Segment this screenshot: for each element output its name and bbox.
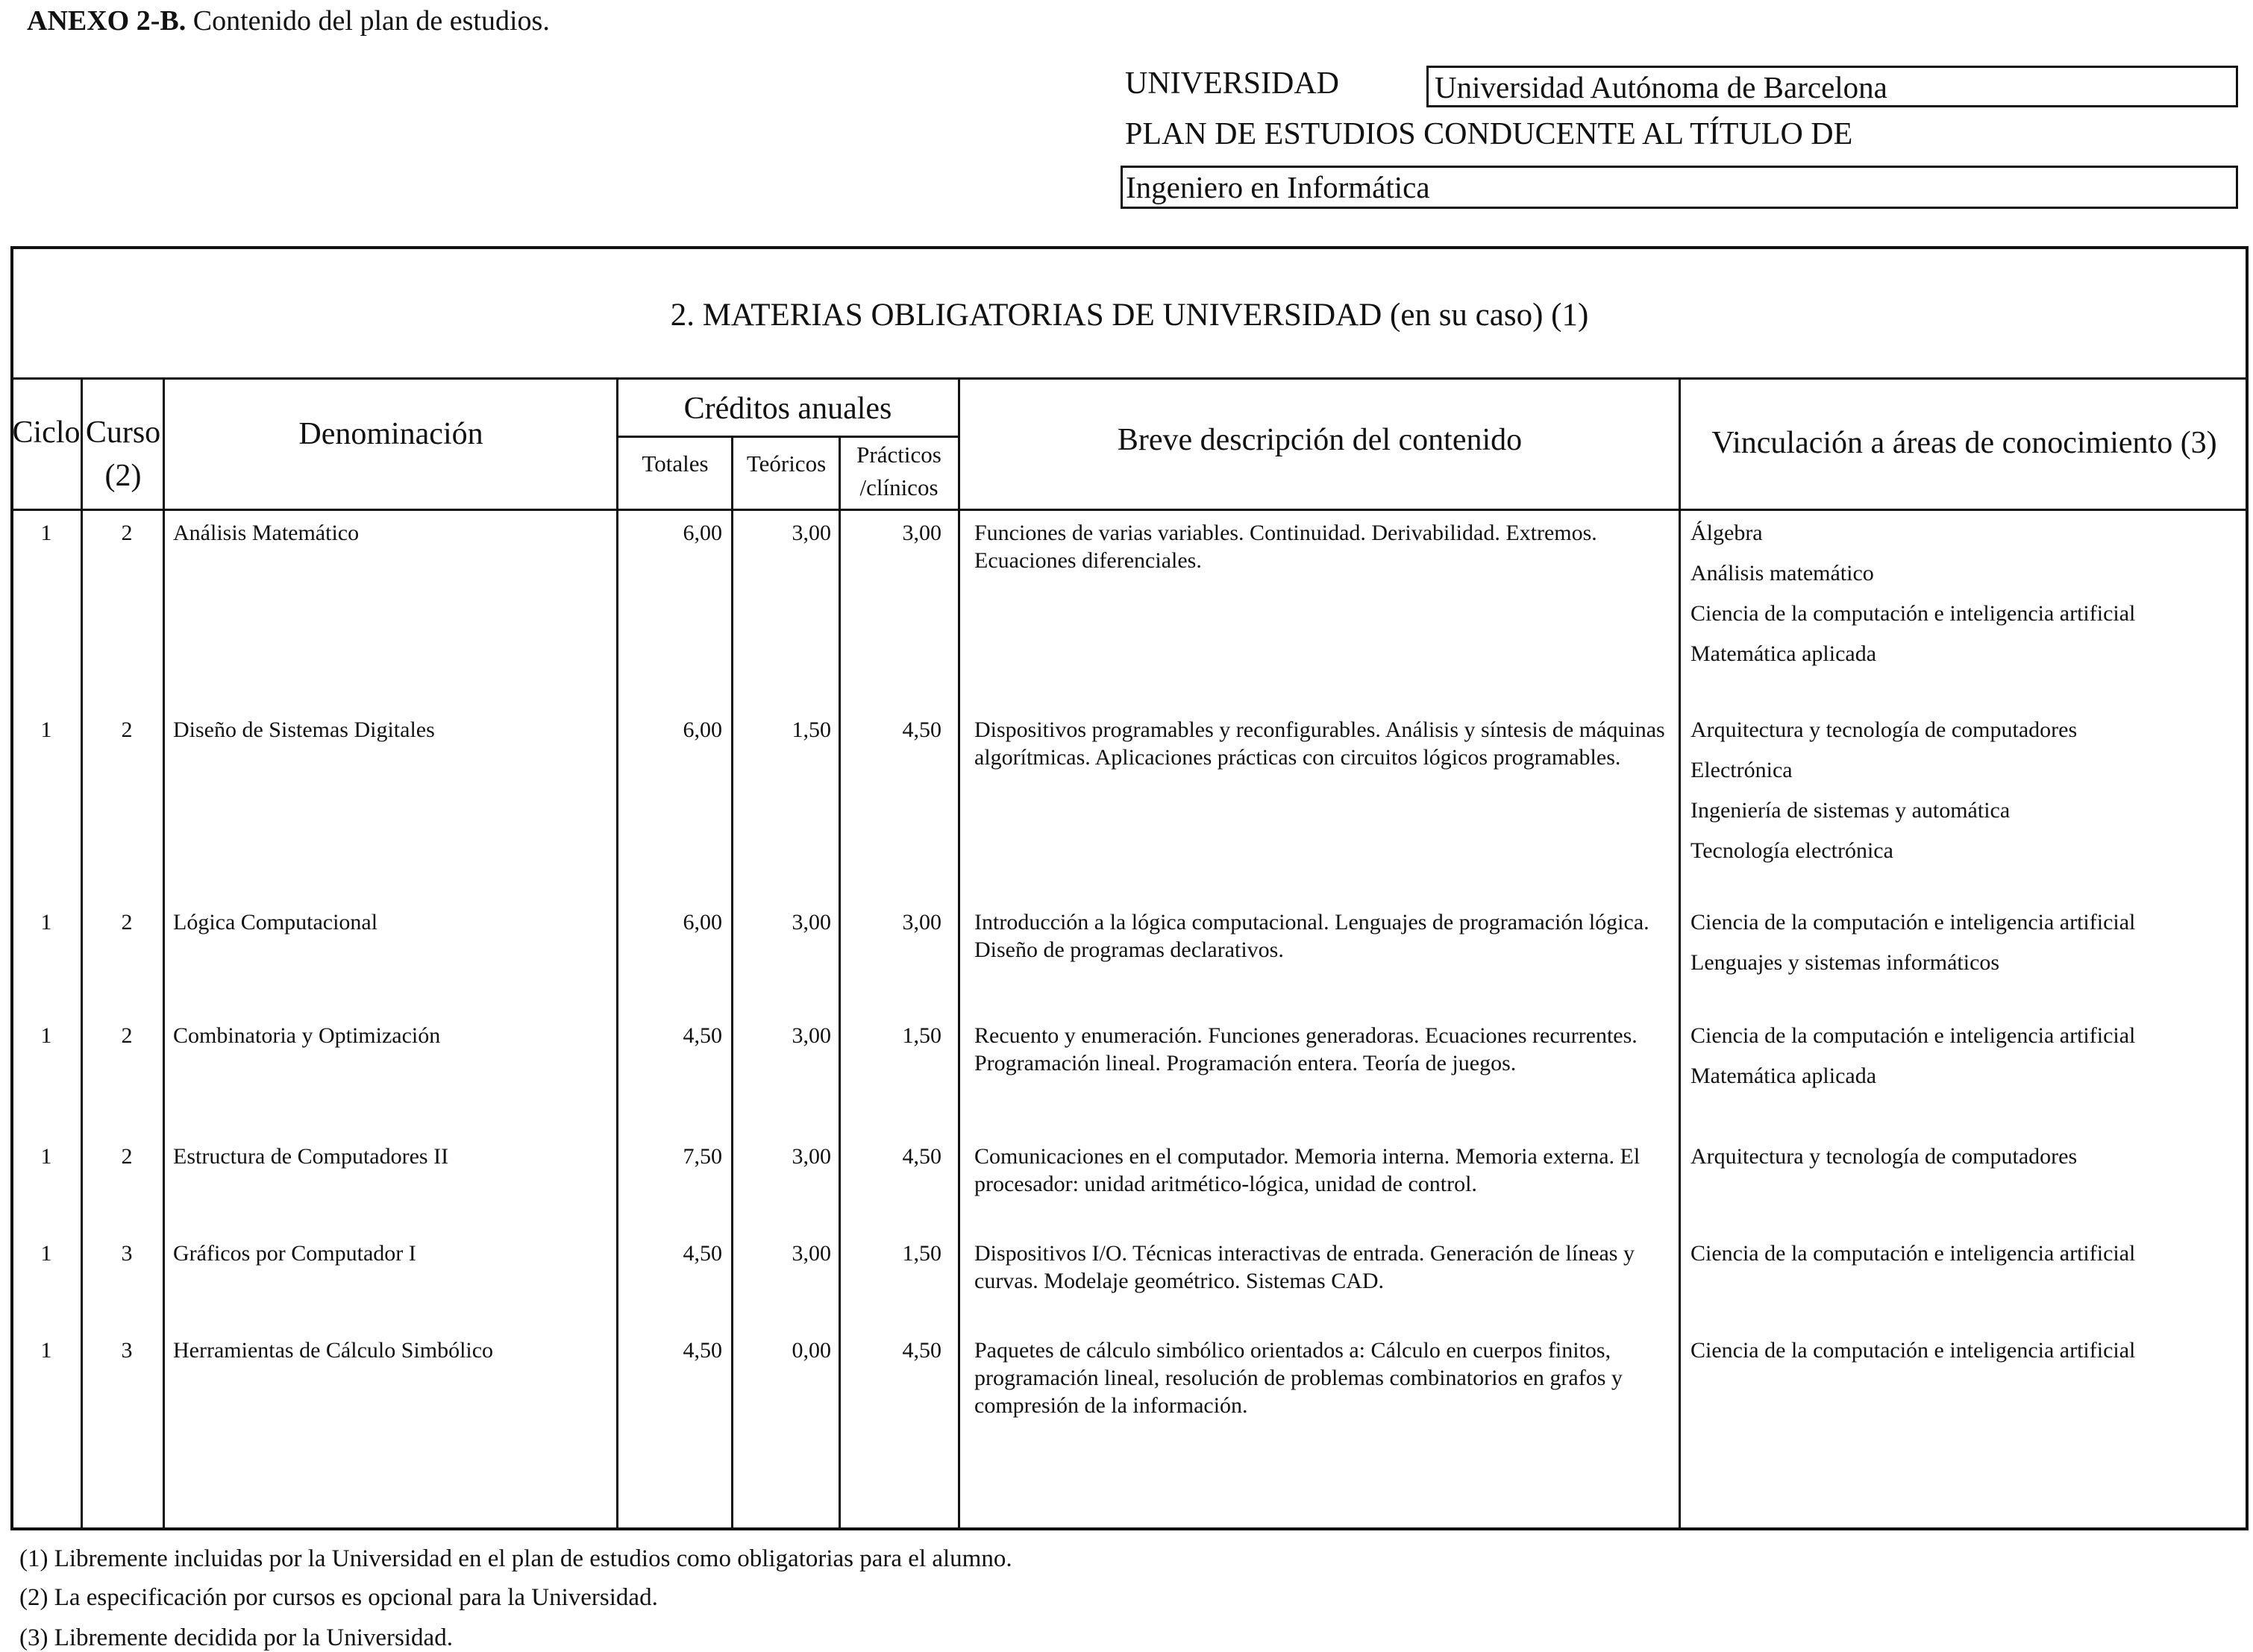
- cell-ciclo: 1: [40, 717, 52, 742]
- area-item: Matemática aplicada: [1690, 1064, 1877, 1088]
- cell-areas: [1690, 1331, 2243, 1371]
- footnote-3: (3) Libremente decidida por la Universidad.: [19, 1624, 453, 1651]
- cell-denominacion: Herramientas de Cálculo Simbólico: [173, 1338, 494, 1363]
- cell-denominacion: Análisis Matemático: [173, 521, 360, 545]
- col-denominacion: Denominación: [298, 417, 483, 451]
- area-item: Análisis matemático: [1690, 561, 1874, 585]
- cell-denominacion: Estructura de Computadores II: [173, 1144, 449, 1169]
- cell-totales: 4,50: [683, 1241, 722, 1266]
- footnote-2: (2) La especificación por cursos es opcional para la Universidad.: [19, 1584, 658, 1611]
- cell-totales: 6,00: [683, 910, 722, 935]
- cell-totales: 6,00: [683, 717, 722, 742]
- cell-ciclo: 1: [40, 1023, 52, 1048]
- divider: [10, 509, 2249, 511]
- cell-teoricos: 3,00: [792, 521, 831, 545]
- cell-denominacion: Combinatoria y Optimización: [173, 1023, 441, 1048]
- cell-curso: 2: [121, 717, 133, 742]
- col-curso: Curso: [85, 415, 161, 450]
- area-item: Ciencia de la computación e inteligencia artificial: [1690, 1241, 2136, 1266]
- cell-curso: 2: [121, 521, 133, 545]
- university-label: UNIVERSIDAD: [1125, 66, 1339, 101]
- cell-ciclo: 1: [40, 1338, 52, 1363]
- col-creditos: Créditos anuales: [683, 392, 892, 426]
- cell-practicos: 4,50: [902, 717, 941, 742]
- col-descripcion: Breve descripción del contenido: [1117, 423, 1523, 457]
- university-field: Universidad Autónoma de Barcelona: [1426, 66, 2238, 107]
- divider: [958, 377, 960, 1530]
- area-item: Ingeniería de sistemas y automática: [1690, 798, 2011, 823]
- cell-areas: [1690, 513, 2243, 674]
- area-item: Electrónica: [1690, 758, 1793, 782]
- cell-teoricos: 1,50: [792, 717, 831, 742]
- cell-teoricos: 3,00: [792, 1023, 831, 1048]
- cell-denominacion: Gráficos por Computador I: [173, 1241, 416, 1266]
- cell-practicos: 3,00: [902, 521, 941, 545]
- cell-descripcion: Comunicaciones en el computador. Memoria interna. Memoria externa. El procesador: unidad aritmético-lógica, unidad de control.: [974, 1144, 1641, 1196]
- cell-teoricos: 0,00: [792, 1338, 831, 1363]
- footnote-1: (1) Libremente incluidas por la Universidad en el plan de estudios como obligatorias para el alumno.: [19, 1545, 1012, 1572]
- cell-practicos: 4,50: [902, 1144, 941, 1169]
- divider: [10, 377, 2249, 380]
- cell-ciclo: 1: [40, 521, 52, 545]
- section-title: 2. MATERIAS OBLIGATORIAS DE UNIVERSIDAD (en su caso) (1): [670, 298, 1589, 333]
- area-item: Ciencia de la computación e inteligencia artificial: [1690, 1023, 2136, 1048]
- area-item: Matemática aplicada: [1690, 641, 1877, 666]
- cell-totales: 4,50: [683, 1023, 722, 1048]
- divider: [616, 436, 958, 438]
- cell-curso: 2: [121, 1023, 133, 1048]
- cell-teoricos: 3,00: [792, 1241, 831, 1266]
- cell-areas: [1690, 1016, 2243, 1096]
- cell-teoricos: 3,00: [792, 1144, 831, 1169]
- col-ciclo: Ciclo: [12, 415, 81, 450]
- area-item: Álgebra: [1690, 521, 1763, 545]
- cell-practicos: 4,50: [902, 1338, 941, 1363]
- cell-totales: 4,50: [683, 1338, 722, 1363]
- area-item: Ciencia de la computación e inteligencia artificial: [1690, 1338, 2136, 1363]
- cell-descripcion: Paquetes de cálculo simbólico orientados a: Cálculo en cuerpos finitos, programación lineal, resolución de problemas combinatorios en grafos y compresión de la información.: [974, 1338, 1623, 1418]
- cell-practicos: 1,50: [902, 1023, 941, 1048]
- cell-teoricos: 3,00: [792, 910, 831, 935]
- cell-curso: 2: [121, 910, 133, 935]
- annex-number: ANEXO 2-B.: [27, 5, 187, 37]
- col-clinicos: /clínicos: [859, 474, 939, 500]
- cell-areas: [1690, 1234, 2243, 1274]
- cell-curso: 3: [121, 1338, 133, 1363]
- cell-descripcion: Recuento y enumeración. Funciones generadoras. Ecuaciones recurrentes. Programación lineal. Programación entera. Teoría de juegos.: [974, 1023, 1638, 1075]
- divider: [731, 436, 733, 1530]
- area-item: Ciencia de la computación e inteligencia artificial: [1690, 910, 2136, 935]
- divider: [1679, 377, 1681, 1530]
- cell-descripcion: Dispositivos I/O. Técnicas interactivas de entrada. Generación de líneas y curvas. Modelaje geométrico. Sistemas CAD.: [974, 1241, 1635, 1293]
- area-item: Ciencia de la computación e inteligencia artificial: [1690, 601, 2136, 626]
- col-totales: Totales: [642, 450, 709, 477]
- divider: [839, 436, 841, 1530]
- cell-areas: [1690, 902, 2243, 983]
- cell-areas: [1690, 710, 2243, 871]
- col-curso-note: (2): [104, 459, 142, 493]
- annex-heading: [27, 4, 550, 37]
- cell-denominacion: Diseño de Sistemas Digitales: [173, 717, 435, 742]
- col-teoricos: Teóricos: [746, 450, 827, 477]
- cell-curso: 3: [121, 1241, 133, 1266]
- cell-descripcion: Funciones de varias variables. Continuidad. Derivabilidad. Extremos. Ecuaciones diferenciales.: [974, 521, 1597, 573]
- degree-title-field: Ingeniero en Informática: [1121, 166, 2238, 209]
- col-practicos: Prácticos: [856, 442, 941, 468]
- area-item: Lenguajes y sistemas informáticos: [1690, 950, 2000, 975]
- cell-totales: 6,00: [683, 521, 722, 545]
- cell-totales: 7,50: [683, 1144, 722, 1169]
- cell-descripcion: Dispositivos programables y reconfigurables. Análisis y síntesis de máquinas algorítmicas. Aplicaciones prácticas con circuitos lógicos programables.: [974, 717, 1665, 770]
- annex-text: Contenido del plan de estudios.: [192, 5, 550, 37]
- cell-ciclo: 1: [40, 910, 52, 935]
- cell-practicos: 1,50: [902, 1241, 941, 1266]
- cell-ciclo: 1: [40, 1241, 52, 1266]
- cell-curso: 2: [121, 1144, 133, 1169]
- area-item: Tecnología electrónica: [1690, 838, 1893, 863]
- plan-label: PLAN DE ESTUDIOS CONDUCENTE AL TÍTULO DE: [1125, 117, 1853, 151]
- cell-areas: [1690, 1137, 2243, 1177]
- cell-practicos: 3,00: [902, 910, 941, 935]
- area-item: Arquitectura y tecnología de computadores: [1690, 717, 2078, 742]
- cell-descripcion: Introducción a la lógica computacional. Lenguajes de programación lógica. Diseño de programas declarativos.: [974, 910, 1649, 962]
- area-item: Arquitectura y tecnología de computadores: [1690, 1144, 2078, 1169]
- cell-ciclo: 1: [40, 1144, 52, 1169]
- cell-denominacion: Lógica Computacional: [173, 910, 378, 935]
- col-vinculacion: Vinculación a áreas de conocimiento (3): [1711, 426, 2217, 460]
